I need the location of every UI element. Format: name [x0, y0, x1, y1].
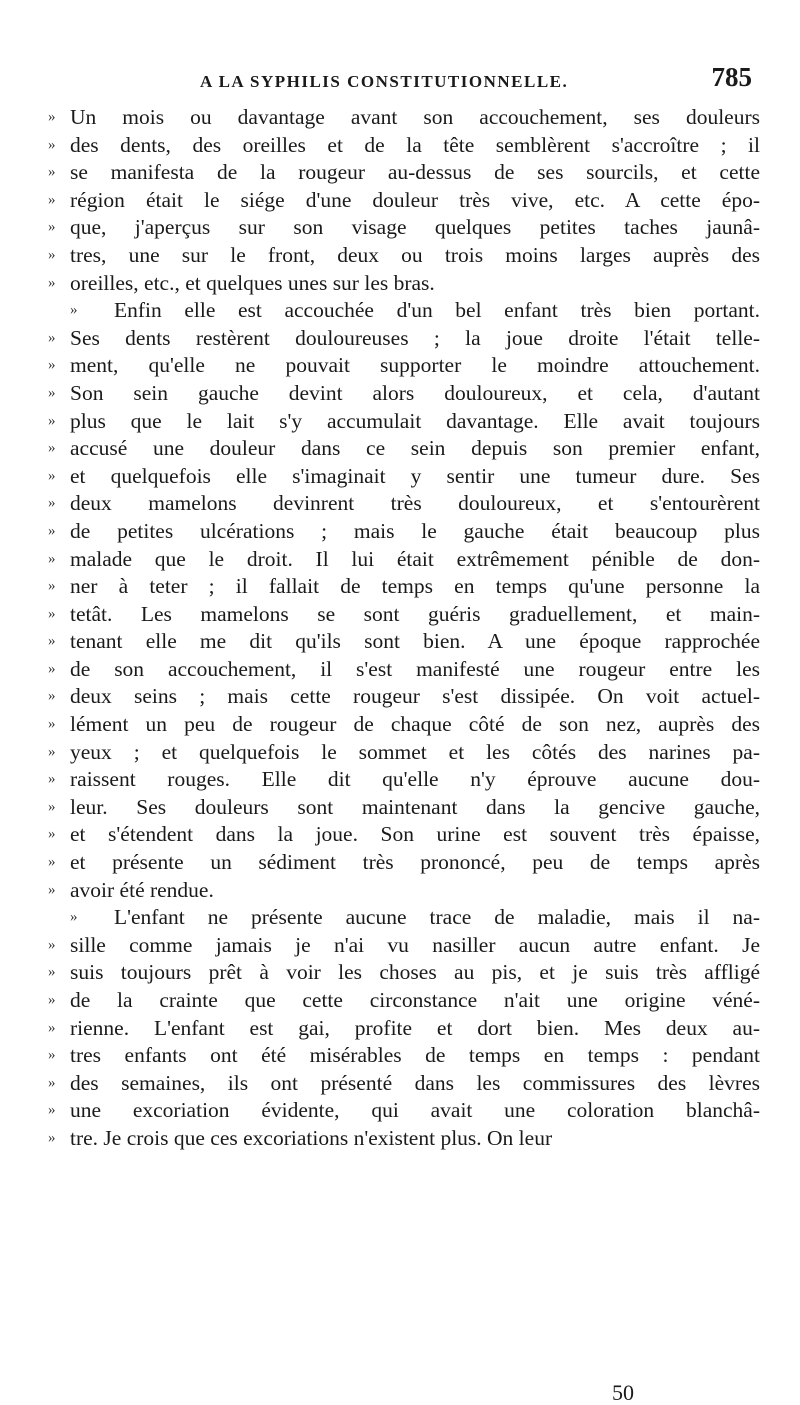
- line-text: deux seins ; mais cette rougeur s'est dissipée. On voit actuel-: [70, 684, 760, 709]
- text-line: [48, 849, 760, 877]
- line-text: tenant elle me dit qu'ils sont bien. A une époque rapprochée: [70, 629, 760, 654]
- text-line: [48, 904, 760, 932]
- text-line: [48, 932, 760, 960]
- quote-mark: »: [70, 302, 78, 319]
- line-text: malade que le droit. Il lui était extrêmement pénible de don-: [70, 546, 760, 571]
- text-line: [48, 490, 760, 518]
- quote-mark: »: [48, 743, 56, 760]
- quote-mark: »: [48, 440, 56, 457]
- quote-mark: »: [48, 246, 56, 263]
- line-text: se manifesta de la rougeur au-dessus de ses sourcils, et cette: [70, 160, 760, 185]
- line-text: deux mamelons devinrent très douloureux, et s'entourèrent: [70, 491, 760, 516]
- text-line: [48, 711, 760, 739]
- quote-mark: »: [48, 633, 56, 650]
- quote-mark: »: [48, 1102, 56, 1119]
- line-text: raissent rouges. Elle dit qu'elle n'y éprouve aucune dou-: [70, 767, 760, 792]
- quote-mark: »: [48, 826, 56, 843]
- quote-mark: »: [48, 357, 56, 374]
- quote-mark: »: [48, 1019, 56, 1036]
- text-line: [48, 132, 760, 160]
- text-line: [48, 325, 760, 353]
- line-text: région était le siége d'une douleur très vive, etc. A cette épo-: [70, 187, 760, 212]
- quote-mark: »: [48, 219, 56, 236]
- quote-mark: »: [70, 909, 78, 926]
- text-line: [48, 187, 760, 215]
- quote-mark: »: [48, 578, 56, 595]
- line-text: sille comme jamais je n'ai vu nasiller aucun autre enfant. Je: [70, 932, 760, 957]
- quote-mark: »: [48, 164, 56, 181]
- line-text: avoir été rendue.: [70, 877, 214, 902]
- quote-mark: »: [48, 688, 56, 705]
- line-text: ner à teter ; il fallait de temps en temps qu'une personne la: [70, 574, 760, 599]
- line-text: tre. Je crois que ces excoriations n'existent plus. On leur: [70, 1125, 553, 1150]
- line-text: de son accouchement, il s'est manifesté une rougeur entre les: [70, 656, 760, 681]
- line-text: et quelquefois elle s'imaginait y sentir une tumeur dure. Ses: [70, 463, 760, 488]
- text-line: [48, 214, 760, 242]
- line-text: de la crainte que cette circonstance n'ait une origine véné-: [70, 988, 760, 1012]
- line-text: accusé une douleur dans ce sein depuis son premier enfant,: [70, 436, 760, 461]
- text-line: [48, 628, 760, 656]
- line-text: rienne. L'enfant est gai, profite et dort bien. Mes deux au-: [70, 1015, 760, 1040]
- text-line: [48, 1070, 760, 1098]
- text-line: [48, 159, 760, 187]
- text-line: [48, 821, 760, 849]
- line-text: ment, qu'elle ne pouvait supporter le moindre attouchement.: [70, 353, 760, 378]
- line-text: L'enfant ne présente aucune trace de maladie, mais il na-: [114, 905, 760, 930]
- text-line: [48, 1042, 760, 1070]
- line-text: et présente un sédiment très prononcé, peu de temps après: [70, 850, 760, 875]
- text-line: [48, 656, 760, 684]
- text-line: [48, 877, 760, 905]
- text-line: [48, 518, 760, 546]
- quote-mark: »: [48, 881, 56, 898]
- text-line: [48, 1125, 760, 1153]
- quote-mark: »: [48, 716, 56, 733]
- running-title: A LA SYPHILIS CONSTITUTIONNELLE.: [200, 72, 569, 91]
- text-line: [48, 959, 760, 987]
- body-text: [48, 104, 760, 1153]
- quote-mark: »: [48, 1047, 56, 1064]
- line-text: yeux ; et quelquefois le sommet et les côtés des narines pa-: [70, 739, 760, 764]
- line-text: et s'étendent dans la joue. Son urine est souvent très épaisse,: [70, 822, 760, 847]
- line-text: tres enfants ont été misérables de temps en temps : pendant: [70, 1043, 760, 1068]
- text-line: [48, 270, 760, 298]
- quote-mark: »: [48, 274, 56, 291]
- quote-mark: »: [48, 495, 56, 512]
- line-text: que, j'aperçus sur son visage quelques petites taches jaunâ-: [70, 215, 760, 240]
- quote-mark: »: [48, 798, 56, 815]
- text-line: [48, 380, 760, 408]
- quote-mark: »: [48, 136, 56, 153]
- text-line: [48, 352, 760, 380]
- text-line: [48, 463, 760, 491]
- text-line: [48, 104, 760, 132]
- line-text: suis toujours prêt à voir les choses au pis, et je suis très affligé: [70, 960, 760, 985]
- line-text: oreilles, etc., et quelques unes sur les bras.: [70, 270, 435, 295]
- text-line: [48, 408, 760, 436]
- text-line: [48, 766, 760, 794]
- text-line: [48, 242, 760, 270]
- text-line: [48, 794, 760, 822]
- quote-mark: »: [48, 771, 56, 788]
- quote-mark: »: [48, 550, 56, 567]
- line-text: plus que le lait s'y accumulait davantage. Elle avait toujours: [70, 408, 760, 433]
- quote-mark: »: [48, 1129, 56, 1146]
- quote-mark: »: [48, 605, 56, 622]
- quote-mark: »: [48, 992, 56, 1008]
- text-line: [48, 1015, 760, 1043]
- quote-mark: »: [48, 1074, 56, 1091]
- line-text: tres, une sur le front, deux ou trois moins larges auprès des: [70, 242, 760, 267]
- line-text: Un mois ou davantage avant son accouchement, ses douleurs: [70, 105, 760, 129]
- quote-mark: »: [48, 191, 56, 208]
- line-text: des dents, des oreilles et de la tête semblèrent s'accroître ; il: [70, 132, 760, 157]
- text-line: [48, 987, 760, 1015]
- quote-mark: »: [48, 467, 56, 484]
- quote-mark: »: [48, 660, 56, 677]
- quote-mark: »: [48, 329, 56, 346]
- quote-mark: »: [48, 384, 56, 401]
- quote-mark: »: [48, 964, 56, 981]
- line-text: des semaines, ils ont présenté dans les commissures des lèvres: [70, 1070, 760, 1095]
- quote-mark: »: [48, 936, 56, 953]
- line-text: Son sein gauche devint alors douloureux, et cela, d'autant: [70, 380, 760, 405]
- quote-mark: »: [48, 109, 56, 125]
- text-line: [48, 297, 760, 325]
- line-text: tetât. Les mamelons se sont guéris graduellement, et main-: [70, 601, 760, 626]
- text-line: [48, 573, 760, 601]
- text-line: [48, 683, 760, 711]
- page-number: 785: [711, 62, 752, 92]
- page-header: [80, 62, 760, 102]
- line-text: une excoriation évidente, qui avait une coloration blanchâ-: [70, 1098, 760, 1123]
- line-text: de petites ulcérations ; mais le gauche était beaucoup plus: [70, 518, 760, 543]
- text-line: [48, 1097, 760, 1125]
- text-line: [48, 739, 760, 767]
- text-line: [48, 546, 760, 574]
- line-text: Ses dents restèrent douloureuses ; la joue droite l'était telle-: [70, 325, 760, 350]
- quote-mark: »: [48, 854, 56, 871]
- quote-mark: »: [48, 412, 56, 429]
- quote-mark: »: [48, 522, 56, 539]
- line-text: Enfin elle est accouchée d'un bel enfant très bien portant.: [114, 298, 760, 323]
- text-line: [48, 601, 760, 629]
- signature-mark: 50: [612, 1380, 634, 1405]
- line-text: leur. Ses douleurs sont maintenant dans la gencive gauche,: [70, 794, 760, 819]
- text-line: [48, 435, 760, 463]
- line-text: lément un peu de rougeur de chaque côté de son nez, auprès des: [70, 712, 760, 737]
